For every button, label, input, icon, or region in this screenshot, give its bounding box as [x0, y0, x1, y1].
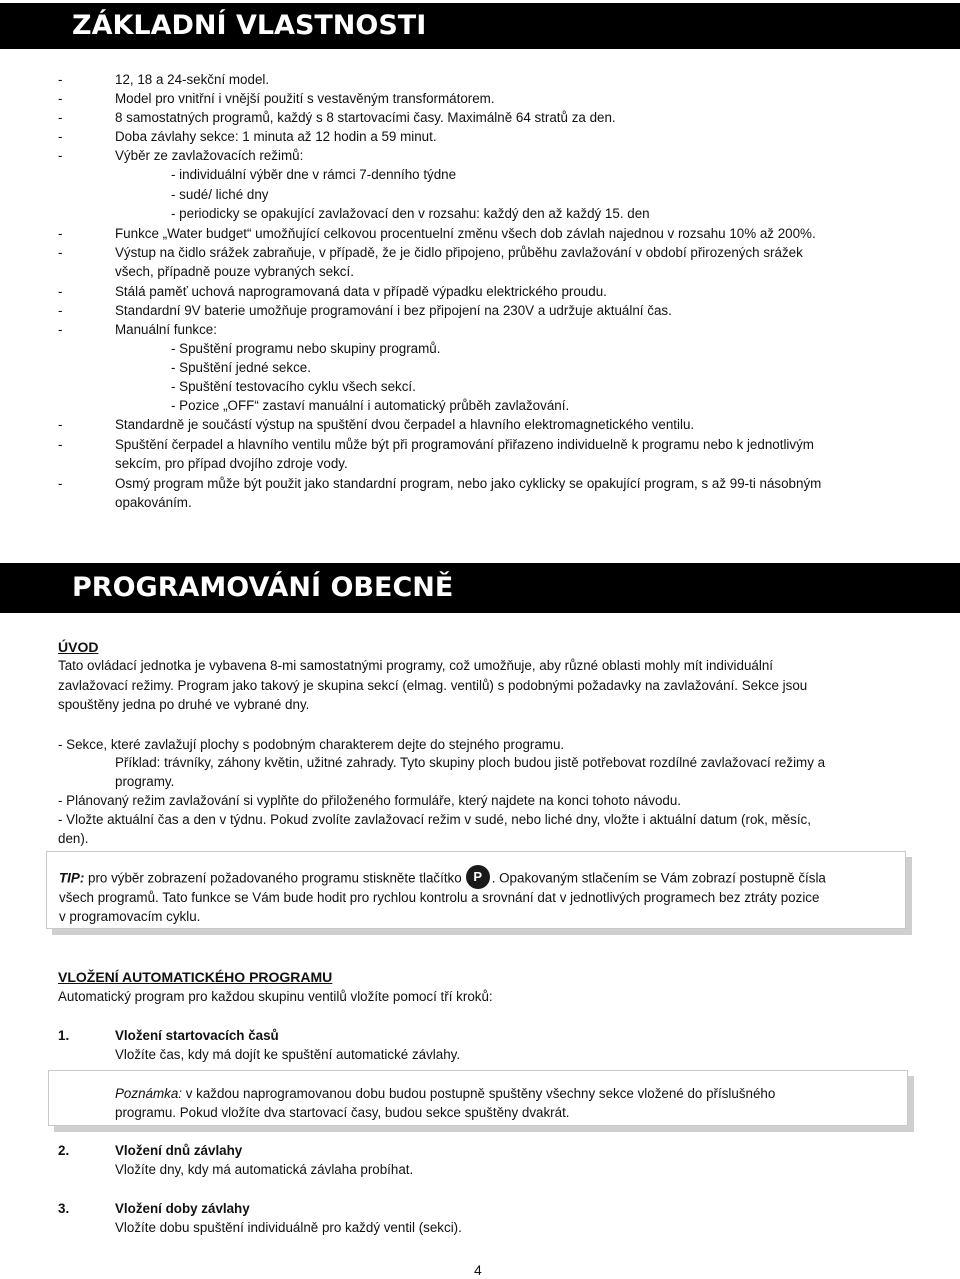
sub-list-item: - Pozice „OFF“ zastaví manuální i automatický průběh zavlažování. — [171, 398, 570, 413]
note-line: programu. Pokud vložíte dva startovací časy, budou sekce spuštěny dvakrát. — [115, 1105, 570, 1120]
tip-line: v programovacím cyklu. — [59, 909, 201, 924]
example-line: programy. — [115, 774, 175, 789]
dash: - — [58, 417, 63, 432]
note-box — [48, 1070, 908, 1126]
list-item: 8 samostatných programů, každý s 8 startovacími časy. Maximálně 64 stratů za den. — [115, 110, 616, 125]
intro-paragraph-line: Tato ovládací jednotka je vybavena 8-mi samostatnými programy, což umožňuje, aby různé oblasti mohly mít individuální — [58, 658, 774, 673]
dash: - — [58, 148, 63, 163]
list-item-continuation: sekcím, pro případ dvojího zdroje vody. — [115, 456, 348, 471]
list-item: - Plánovaný režim zavlažování si vyplňte do přiloženého formuláře, který najdete na konci tohoto návodu. — [58, 793, 682, 808]
section-title-basic-features: ZÁKLADNÍ VLASTNOSTI — [0, 3, 960, 49]
tip-label: TIP: — [59, 870, 85, 886]
step-description: Vložíte dobu spuštění individuálně pro každý ventil (sekci). — [115, 1220, 462, 1235]
tip-box — [46, 851, 906, 929]
page-number: 4 — [474, 1262, 482, 1278]
list-item-continuation: den). — [58, 831, 89, 846]
list-item: Standardní 9V baterie umožňuje programování i bez připojení na 230V a udržuje aktuální čas. — [115, 303, 672, 318]
example-line: Příklad: trávníky, záhony květin, užitné zahrady. Tyto skupiny ploch budou jistě potřebovat rozdílné zavlažovací režimy a — [115, 755, 826, 770]
sub-list-item: - Spuštění testovacího cyklu všech sekcí. — [171, 379, 416, 394]
sub-list-item: - sudé/ liché dny — [171, 187, 269, 202]
intro-heading: ÚVOD — [58, 639, 99, 655]
dash: - — [58, 91, 63, 106]
auto-program-intro: Automatický program pro každou skupinu ventilů vložíte pomocí tří kroků: — [58, 989, 493, 1004]
step-description: Vložíte dny, kdy má automatická závlaha probíhat. — [115, 1162, 414, 1177]
list-item: 12, 18 a 24-sekční model. — [115, 72, 270, 87]
list-item: Stálá paměť uchová naprogramovaná data v případě výpadku elektrického proudu. — [115, 284, 607, 299]
list-item-continuation: všech, případně pouze vybraných sekcí. — [115, 264, 354, 279]
section-title-programming: PROGRAMOVÁNÍ OBECNĚ — [0, 563, 960, 613]
dash: - — [58, 476, 63, 491]
list-item: Manuální funkce: — [115, 322, 217, 337]
list-item: Spuštění čerpadel a hlavního ventilu může být při programování přiřazeno individuelně k programu nebo k jednotlivým — [115, 437, 814, 452]
note-line — [115, 1085, 775, 1103]
step-number: 3. — [58, 1201, 70, 1216]
step-title: Vložení startovacích časů — [115, 1028, 279, 1043]
list-item: Model pro vnitřní i vnější použití s vestavěným transformátorem. — [115, 91, 495, 106]
intro-paragraph-line: zavlažovací režimy. Program jako takový je skupina sekcí (elmag. ventilů) s podobnými požadavky na zavlažování. Sekce jsou — [58, 678, 808, 693]
sub-list-item: - Spuštění programu nebo skupiny programů. — [171, 341, 441, 356]
list-item: Funkce „Water budget“ umožňující celkovou procentuelní změnu všech dob závlah najednou v rozsahu 10% až 200%. — [115, 226, 816, 241]
sub-list-item: - periodicky se opakující zavlažovací den v rozsahu: každý den až každý 15. den — [171, 206, 650, 221]
list-item: Standardně je součástí výstup na spuštění dvou čerpadel a hlavního elektromagnetického ventilu. — [115, 417, 695, 432]
p-button-icon: P — [466, 865, 490, 889]
list-item: Doba závlahy sekce: 1 minuta až 12 hodin a 59 minut. — [115, 129, 437, 144]
dash: - — [58, 129, 63, 144]
step-description: Vložíte čas, kdy má dojít ke spuštění automatické závlahy. — [115, 1047, 461, 1062]
list-item: Osmý program může být použit jako standardní program, nebo jako cyklicky se opakující program, s až 99-ti násobným — [115, 476, 822, 491]
dash: - — [58, 284, 63, 299]
step-title: Vložení doby závlahy — [115, 1201, 250, 1216]
auto-program-heading: VLOŽENÍ AUTOMATICKÉHO PROGRAMU — [58, 969, 333, 985]
step-number: 1. — [58, 1028, 70, 1043]
dash: - — [58, 245, 63, 260]
note-text: v každou naprogramovanou dobu budou postupně spuštěny všechny sekce vložené do příslušného — [182, 1086, 776, 1101]
list-item: Výstup na čidlo srážek zabraňuje, v případě, že je čidlo připojeno, průběhu zavlažování v období přirozených srážek — [115, 245, 803, 260]
dash: - — [58, 110, 63, 125]
intro-paragraph-line: spouštěny jedna po druhé ve vybrané dny. — [58, 697, 310, 712]
tip-text-after: . Opakovaným stlačením se Vám zobrazí postupně čísla — [491, 870, 826, 886]
list-item: - Sekce, které zavlažují plochy s podobným charakterem dejte do stejného programu. — [58, 737, 565, 752]
dash: - — [58, 437, 63, 452]
sub-list-item: - individuální výběr dne v rámci 7-denního týdne — [171, 167, 457, 182]
sub-list-item: - Spuštění jedné sekce. — [171, 360, 311, 375]
step-number: 2. — [58, 1143, 70, 1158]
dash: - — [58, 322, 63, 337]
tip-line — [59, 869, 826, 889]
list-item-continuation: opakováním. — [115, 495, 192, 510]
note-label: Poznámka: — [115, 1086, 182, 1101]
step-title: Vložení dnů závlahy — [115, 1143, 243, 1158]
tip-line: všech programů. Tato funkce se Vám bude hodit pro rychlou kontrolu a srovnání dat v jednotlivých programech bez ztráty pozice — [59, 890, 820, 905]
dash: - — [58, 226, 63, 241]
list-item: - Vložte aktuální čas a den v týdnu. Pokud zvolíte zavlažovací režim v sudé, nebo liché dny, vložte i aktuální datum (rok, měsíc, — [58, 812, 811, 827]
tip-text: pro výběr zobrazení požadovaného programu stiskněte tlačítko — [84, 870, 462, 886]
dash: - — [58, 303, 63, 318]
dash: - — [58, 72, 63, 87]
list-item: Výběr ze zavlažovacích režimů: — [115, 148, 304, 163]
